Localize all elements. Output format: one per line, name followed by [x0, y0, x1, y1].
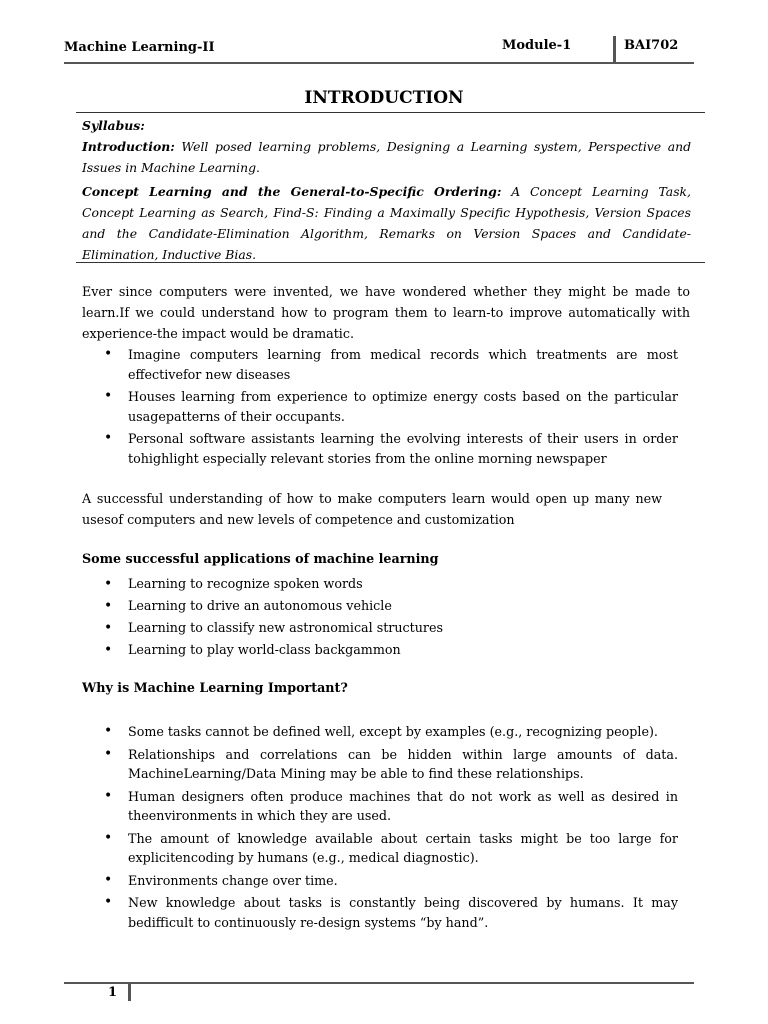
- page-title: INTRODUCTION: [304, 88, 464, 108]
- success-paragraph: A successful understanding of how to make computers learn would open up many new usesof computers and new levels of competence and customization: [82, 491, 662, 527]
- bullet-icon: •: [104, 620, 113, 636]
- bullet-icon: •: [104, 642, 113, 658]
- list-item: • New knowledge about tasks is constantly being discovered by humans. It may bedifficult to continuously re-design systems “by hand”.: [104, 894, 678, 930]
- bullet-icon: •: [104, 829, 113, 846]
- header-divider: [613, 36, 616, 63]
- module-label: Module-1: [502, 38, 572, 53]
- list-item: • Learning to drive an autonomous vehicle: [104, 595, 678, 617]
- list-item: • Learning to recognize spoken words: [104, 573, 678, 595]
- applications-heading: Some successful applications of machine learning: [82, 551, 439, 566]
- list-item: • Relationships and correlations can be hidden within large amounts of data. MachineLearning/Data Mining may be able to find these relationships.: [104, 745, 678, 781]
- syllabus-concept-label: Concept Learning and the General-to-Specific Ordering:: [82, 184, 502, 199]
- list-item: • Personal software assistants learning the evolving interests of their users in order tohighlight especially relevant stories from the online morning newspaper: [104, 430, 678, 466]
- intro-paragraph: Ever since computers were invented, we have wondered whether they might be made to learn.If we could understand how to program them to learn-to improve automatically with experience-the impact would be dramatic.: [82, 284, 690, 341]
- syllabus-concept-text: A Concept Learning Task, Concept Learning as Search, Find-S: Finding a Maximally Specific Hypothesis, Version Spaces and the Candidate-Elimination Algorithm, Remarks on Version Spaces and Candidate-Elimination, Inductive Bias.: [82, 184, 691, 262]
- bullet-icon: •: [104, 723, 113, 739]
- syllabus-label: Syllabus:: [82, 118, 145, 133]
- bullet-icon: •: [104, 745, 113, 762]
- bullet-icon: •: [104, 598, 113, 614]
- bullet-icon: •: [104, 430, 113, 446]
- bullet-icon: •: [104, 576, 113, 592]
- list-item: • Learning to play world-class backgammon: [104, 639, 678, 661]
- importance-list: [104, 722, 678, 932]
- list-item: • Human designers often produce machines that do not work as well as desired in theenvironments in which they are used.: [104, 787, 678, 823]
- syllabus-intro-label: Introduction:: [82, 139, 175, 154]
- syllabus-top-rule: [76, 112, 705, 113]
- list-item: • The amount of knowledge available about certain tasks might be too large for explicitencoding by humans (e.g., medical diagnostic).: [104, 829, 678, 865]
- list-item: • Learning to classify new astronomical structures: [104, 617, 678, 639]
- importance-heading: Why is Machine Learning Important?: [82, 680, 348, 695]
- footer-divider: [128, 982, 131, 1001]
- footer-rule: [64, 982, 694, 984]
- bullet-icon: •: [104, 787, 113, 804]
- list-item: • Some tasks cannot be defined well, except by examples (e.g., recognizing people).: [104, 722, 678, 742]
- bullet-icon: •: [104, 871, 113, 888]
- course-code: BAI702: [624, 38, 679, 53]
- list-item: • Environments change over time.: [104, 871, 678, 891]
- applications-list: [104, 573, 678, 661]
- examples-list: [104, 345, 678, 468]
- syllabus-intro-text: Well posed learning problems, Designing a Learning system, Perspective and Issues in Machine Learning.: [82, 139, 691, 175]
- course-title: Machine Learning-II: [64, 40, 215, 55]
- list-item: • Imagine computers learning from medical records which treatments are most effectivefor new diseases: [104, 346, 678, 382]
- syllabus-block: [82, 115, 691, 265]
- list-item: • Houses learning from experience to optimize energy costs based on the particular usagepatterns of their occupants.: [104, 388, 678, 424]
- header-rule: [64, 62, 694, 64]
- bullet-icon: •: [104, 388, 113, 404]
- page-number: 1: [108, 985, 118, 1000]
- syllabus-bottom-rule: [76, 262, 705, 263]
- bullet-icon: •: [104, 894, 113, 910]
- bullet-icon: •: [104, 346, 113, 362]
